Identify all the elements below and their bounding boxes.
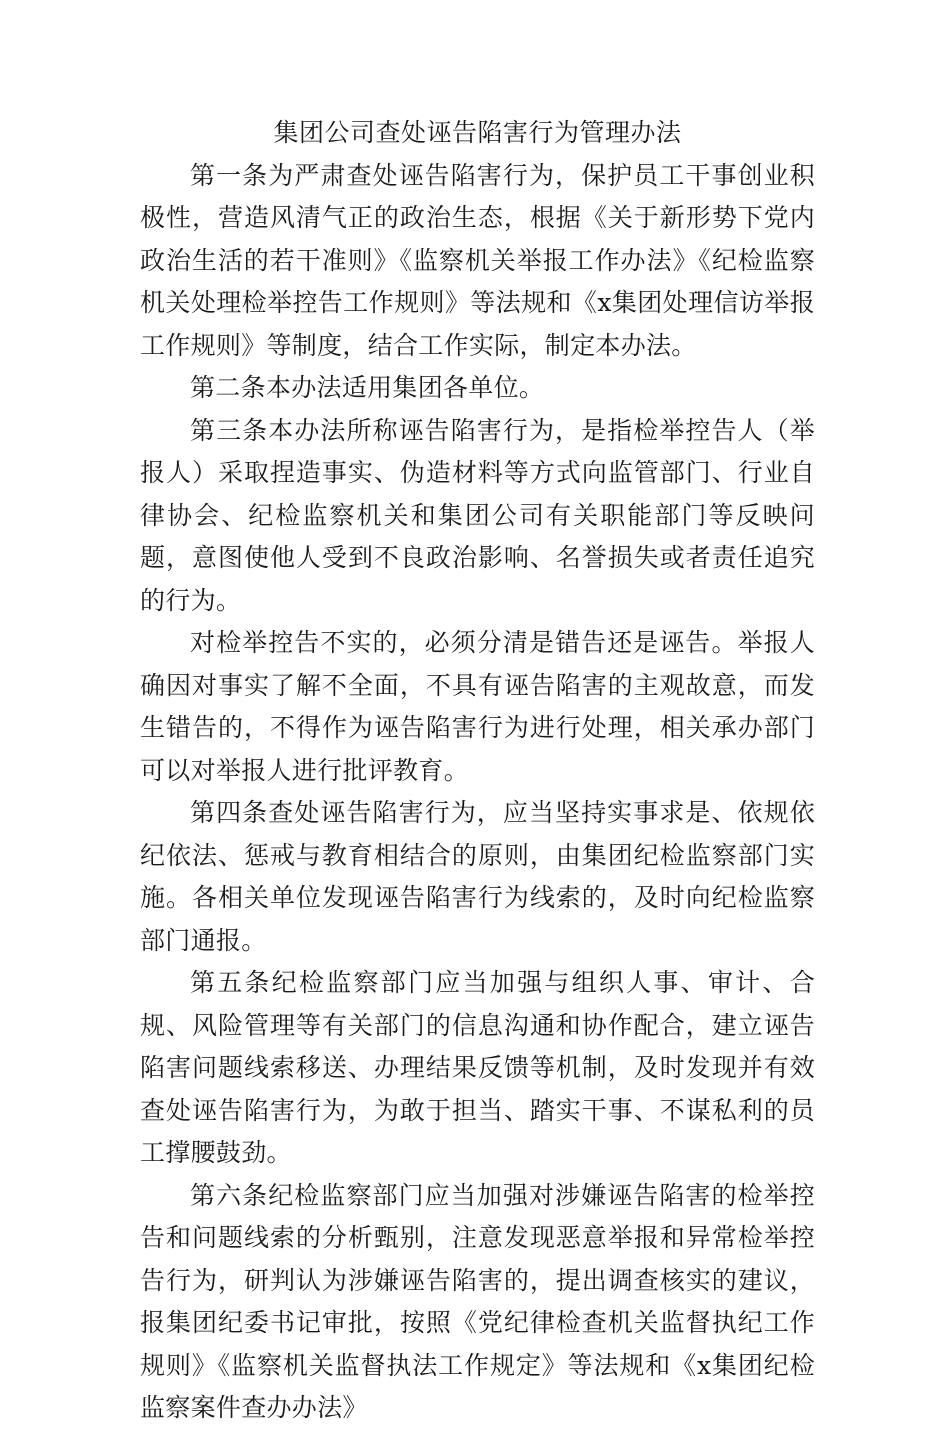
paragraph-article-1: 第一条为严肃查处诬告陷害行为，保护员工干事创业积极性，营造风清气正的政治生态，根据《关于新形势下党内政治生活的若干准则》《监察机关举报工作办法》《纪检监察机关处理检举控告工作规则》等法规和《x集团处理信访举报工作规则》等制度，结合工作实际，制定本办法。 bbox=[140, 160, 815, 360]
paragraph-article-2: 第二条本办法适用集团各单位。 bbox=[190, 373, 545, 402]
paragraph-article-5: 第五条纪检监察部门应当加强与组织人事、审计、合规、风险管理等有关部门的信息沟通和协作配合，建立诬告陷害问题线索移送、办理结果反馈等机制，及时发现并有效查处诬告陷害行为，为敢于担当、踏实干事、不谋私利的员工撑腰鼓劲。 bbox=[140, 968, 815, 1167]
paragraph-article-3-note: 对检举控告不实的，必须分清是错告还是诬告。举报人确因对事实了解不全面，不具有诬告陷害的主观故意，而发生错告的，不得作为诬告陷害行为进行处理，相关承办部门可以对举报人进行批评教育。 bbox=[140, 628, 815, 785]
paragraph-article-4: 第四条查处诬告陷害行为，应当坚持实事求是、依规依纪依法、惩戒与教育相结合的原则，由集团纪检监察部门实施。各相关单位发现诬告陷害行为线索的，及时向纪检监察部门通报。 bbox=[140, 798, 815, 955]
paragraph-article-3: 第三条本办法所称诬告陷害行为，是指检举控告人（举报人）采取捏造事实、伪造材料等方式向监管部门、行业自律协会、纪检监察机关和集团公司有关职能部门等反映问题，意图使他人受到不良政治影响、名誉损失或者责任追究的行为。 bbox=[140, 415, 815, 615]
document-body bbox=[140, 112, 815, 1430]
document-title: 集团公司查处诬告陷害行为管理办法 bbox=[273, 118, 682, 147]
paragraph-article-6: 第六条纪检监察部门应当加强对涉嫌诬告陷害的检举控告和问题线索的分析甄别，注意发现恶意举报和异常检举控告行为，研判认为涉嫌诬告陷害的，提出调查核实的建议，报集团纪委书记审批，按照《党纪律检查机关监督执纪工作规则》《监察机关监督执法工作规定》等法规和《x集团纪检监察案件查办办法》 bbox=[140, 1180, 815, 1422]
